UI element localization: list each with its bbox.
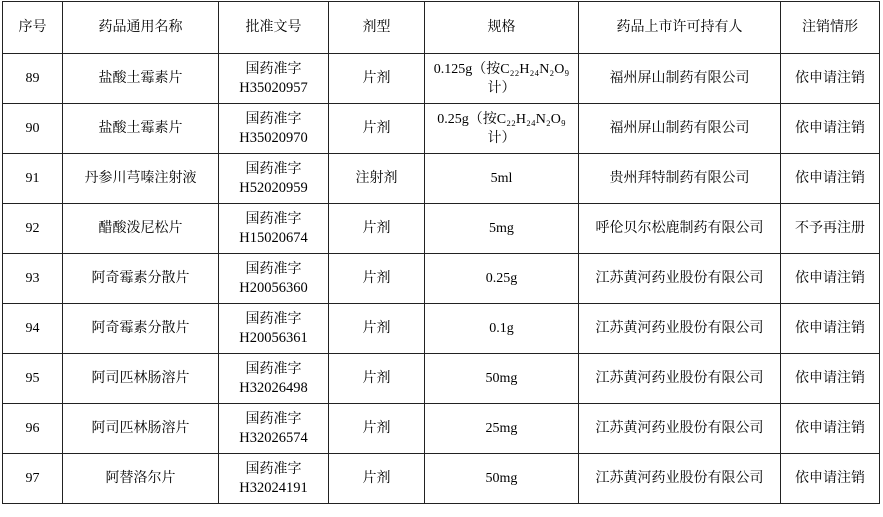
cell-drug-name: 阿奇霉素分散片	[63, 304, 219, 354]
table-row	[3, 254, 880, 304]
cell-dosage-form: 片剂	[329, 304, 425, 354]
approval-prefix: 国药准字	[245, 261, 302, 277]
cell-no: 90	[3, 104, 63, 154]
cell-dosage-form: 片剂	[329, 104, 425, 154]
cell-specification	[425, 304, 579, 354]
cell-dosage-form: 片剂	[329, 254, 425, 304]
cell-license-holder: 呼伦贝尔松鹿制药有限公司	[579, 204, 781, 254]
cell-no: 93	[3, 254, 63, 304]
approval-code: H32026574	[239, 429, 308, 446]
cell-approval-number	[219, 354, 329, 404]
cell-drug-name: 醋酸泼尼松片	[63, 204, 219, 254]
cell-no: 97	[3, 454, 63, 504]
cell-no: 89	[3, 54, 63, 104]
spec-line-1: 0.25g（按C₂₂H₂₄N₂O₉	[437, 111, 566, 127]
table-row	[3, 104, 880, 154]
cell-dosage-form: 片剂	[329, 404, 425, 454]
cell-specification	[425, 54, 579, 104]
cell-drug-name: 丹参川芎嗪注射液	[63, 154, 219, 204]
drug-cancellation-table	[2, 1, 880, 504]
cell-cancellation-status: 依申请注销	[781, 54, 880, 104]
approval-prefix: 国药准字	[245, 211, 302, 227]
cell-license-holder: 江苏黄河药业股份有限公司	[579, 354, 781, 404]
cell-drug-name: 盐酸土霉素片	[63, 54, 219, 104]
cell-license-holder: 江苏黄河药业股份有限公司	[579, 454, 781, 504]
cell-cancellation-status: 依申请注销	[781, 404, 880, 454]
approval-code: H32024191	[239, 479, 308, 496]
cell-drug-name: 阿司匹林肠溶片	[63, 354, 219, 404]
approval-code: H52020959	[239, 179, 308, 196]
spec-line-1: 5ml	[490, 171, 513, 186]
cell-drug-name: 阿司匹林肠溶片	[63, 404, 219, 454]
table-row	[3, 454, 880, 504]
table-row	[3, 204, 880, 254]
cell-dosage-form: 片剂	[329, 204, 425, 254]
approval-code: H35020957	[239, 79, 308, 96]
table-row	[3, 404, 880, 454]
spec-line-2: 计）	[487, 80, 516, 96]
header-dosage-form: 剂型	[329, 2, 425, 54]
cell-approval-number	[219, 254, 329, 304]
table-body	[3, 54, 880, 504]
spec-line-2: 计）	[487, 130, 516, 146]
cell-drug-name: 盐酸土霉素片	[63, 104, 219, 154]
cell-approval-number	[219, 404, 329, 454]
approval-prefix: 国药准字	[245, 411, 302, 427]
cell-cancellation-status: 依申请注销	[781, 454, 880, 504]
header-approval-number: 批准文号	[219, 2, 329, 54]
spec-line-1: 50mg	[485, 371, 518, 386]
cell-no: 94	[3, 304, 63, 354]
cell-specification	[425, 204, 579, 254]
spec-line-1: 5mg	[489, 221, 514, 236]
header-drug-name: 药品通用名称	[63, 2, 219, 54]
cell-no: 95	[3, 354, 63, 404]
spec-line-1: 50mg	[485, 471, 518, 486]
table-row	[3, 354, 880, 404]
cell-license-holder: 江苏黄河药业股份有限公司	[579, 254, 781, 304]
cell-drug-name: 阿奇霉素分散片	[63, 254, 219, 304]
cell-cancellation-status: 依申请注销	[781, 354, 880, 404]
cell-specification	[425, 404, 579, 454]
approval-prefix: 国药准字	[245, 361, 302, 377]
cell-license-holder: 江苏黄河药业股份有限公司	[579, 304, 781, 354]
cell-cancellation-status: 依申请注销	[781, 254, 880, 304]
cell-no: 91	[3, 154, 63, 204]
cell-cancellation-status: 依申请注销	[781, 154, 880, 204]
cell-no: 96	[3, 404, 63, 454]
cell-specification	[425, 454, 579, 504]
cell-license-holder: 福州屏山制药有限公司	[579, 54, 781, 104]
approval-prefix: 国药准字	[245, 161, 302, 177]
header-license-holder: 药品上市许可持有人	[579, 2, 781, 54]
cell-approval-number	[219, 104, 329, 154]
cell-specification	[425, 354, 579, 404]
approval-code: H20056360	[239, 279, 308, 296]
approval-prefix: 国药准字	[245, 461, 302, 477]
table-row	[3, 154, 880, 204]
cell-license-holder: 贵州拜特制药有限公司	[579, 154, 781, 204]
cell-dosage-form: 注射剂	[329, 154, 425, 204]
approval-prefix: 国药准字	[245, 111, 302, 127]
spec-line-1: 25mg	[485, 421, 518, 436]
spec-line-1: 0.125g（按C₂₂H₂₄N₂O₉	[433, 61, 570, 77]
spec-line-1: 0.25g	[485, 271, 518, 286]
cell-approval-number	[219, 154, 329, 204]
approval-prefix: 国药准字	[245, 61, 302, 77]
approval-prefix: 国药准字	[245, 311, 302, 327]
header-cancellation-status: 注销情形	[781, 2, 880, 54]
cell-specification	[425, 254, 579, 304]
cell-approval-number	[219, 304, 329, 354]
cell-dosage-form: 片剂	[329, 54, 425, 104]
cell-cancellation-status: 依申请注销	[781, 304, 880, 354]
cell-cancellation-status: 依申请注销	[781, 104, 880, 154]
cell-dosage-form: 片剂	[329, 354, 425, 404]
approval-code: H35020970	[239, 129, 308, 146]
cell-no: 92	[3, 204, 63, 254]
approval-code: H15020674	[239, 229, 308, 246]
cell-approval-number	[219, 454, 329, 504]
cell-cancellation-status: 不予再注册	[781, 204, 880, 254]
header-no: 序号	[3, 2, 63, 54]
cell-specification	[425, 154, 579, 204]
cell-specification	[425, 104, 579, 154]
spec-line-1: 0.1g	[489, 321, 514, 336]
approval-code: H20056361	[239, 329, 308, 346]
approval-code: H32026498	[239, 379, 308, 396]
cell-drug-name: 阿替洛尔片	[63, 454, 219, 504]
table-header-row	[3, 2, 880, 54]
cell-dosage-form: 片剂	[329, 454, 425, 504]
cell-license-holder: 江苏黄河药业股份有限公司	[579, 404, 781, 454]
cell-approval-number	[219, 54, 329, 104]
table-row	[3, 304, 880, 354]
cell-approval-number	[219, 204, 329, 254]
header-specification: 规格	[425, 2, 579, 54]
table-row	[3, 54, 880, 104]
cell-license-holder: 福州屏山制药有限公司	[579, 104, 781, 154]
